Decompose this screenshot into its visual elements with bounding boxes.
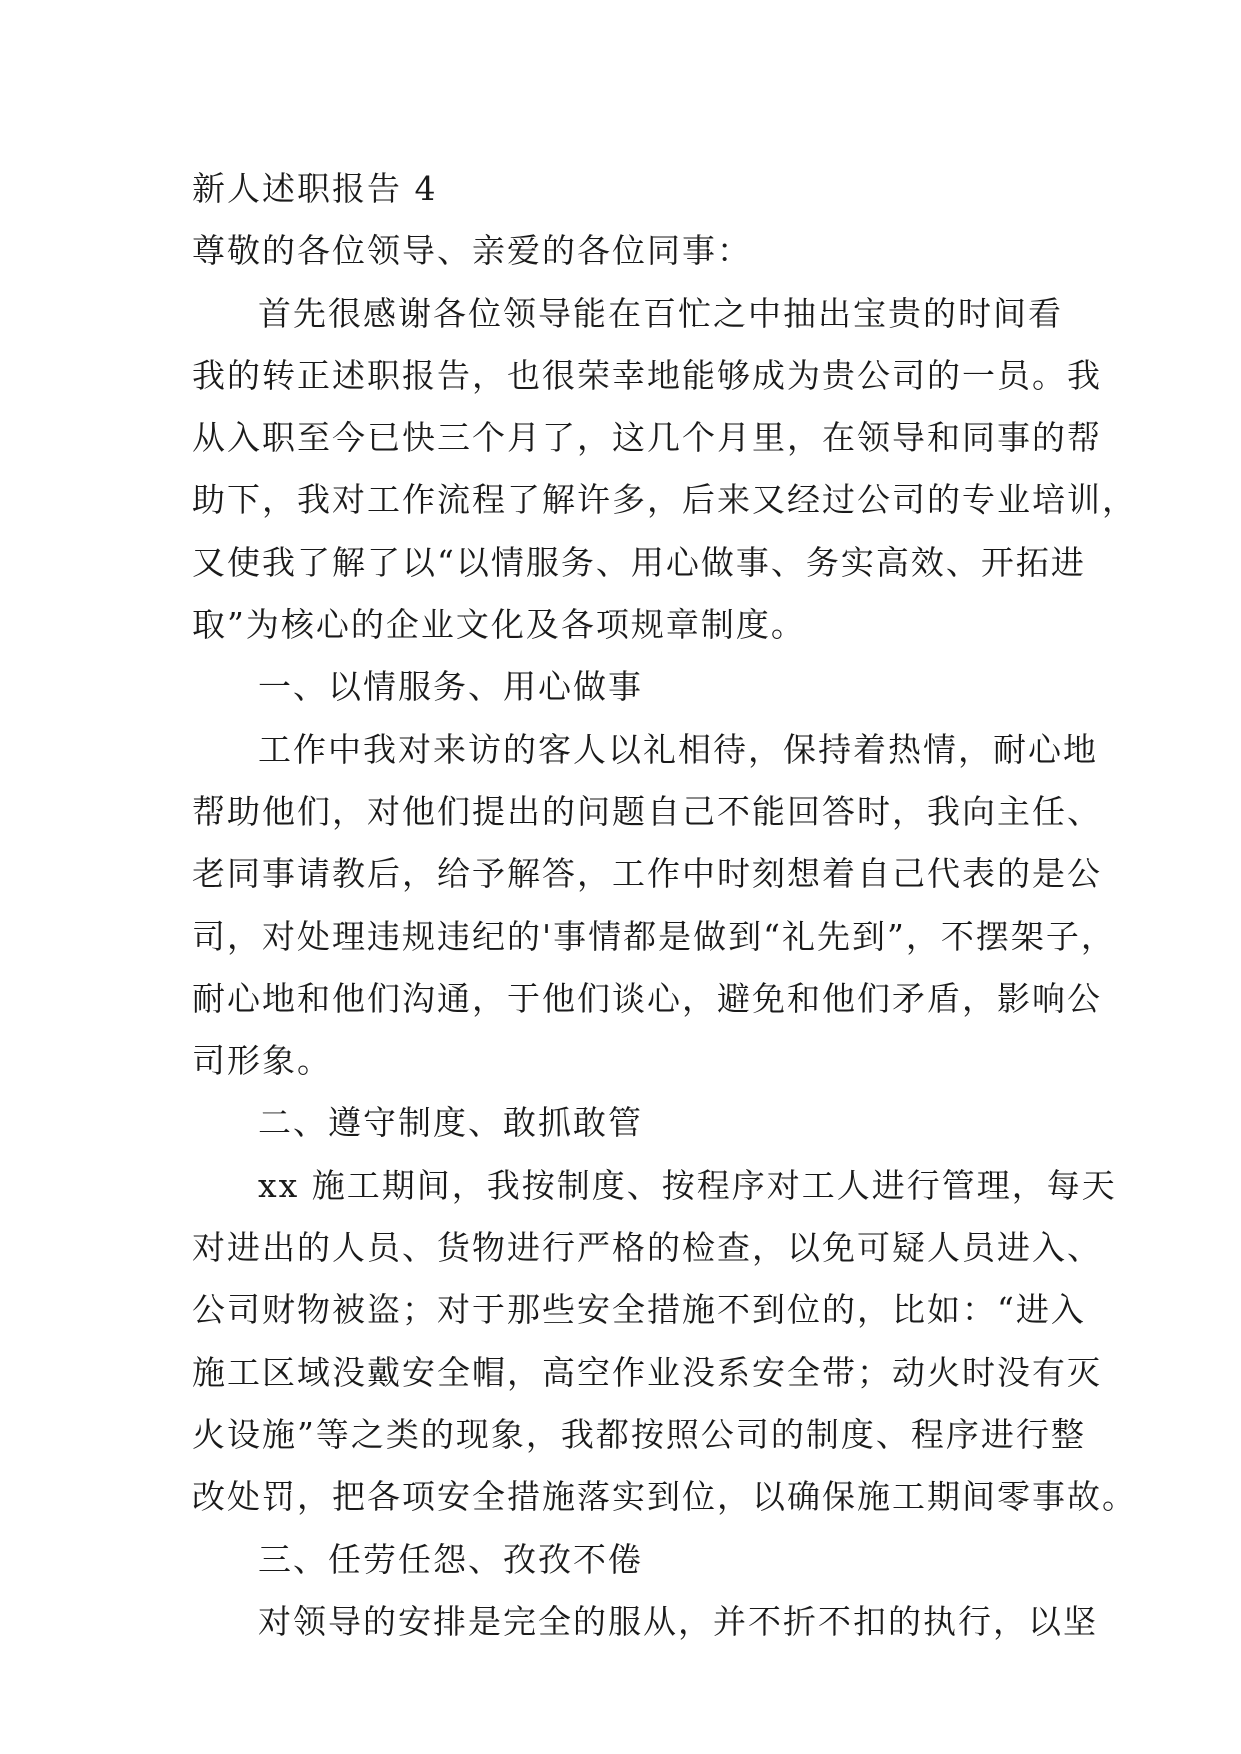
text-line: 助下，我对工作流程了解许多，后来又经过公司的专业培训， <box>192 480 1137 520</box>
text-line: 公司财物被盗；对于那些安全措施不到位的，比如：“进入 <box>192 1290 1086 1330</box>
text-line: 老同事请教后，给予解答，工作中时刻想着自己代表的是公 <box>192 854 1102 894</box>
salutation: 尊敬的各位领导、亲爱的各位同事： <box>192 231 752 271</box>
text-line: 三、任劳任怨、孜孜不倦 <box>258 1539 643 1579</box>
text-line: 取”为核心的企业文化及各项规章制度。 <box>192 605 806 645</box>
text-line: 耐心地和他们沟通，于他们谈心，避免和他们矛盾，影响公 <box>192 978 1102 1018</box>
text-line: 对领导的安排是完全的服从，并不折不扣的执行，以坚 <box>258 1601 1098 1641</box>
text-line: 司形象。 <box>192 1041 332 1081</box>
text-line: 首先很感谢各位领导能在百忙之中抽出宝贵的时间看 <box>258 293 1063 333</box>
text-line: 我的转正述职报告，也很荣幸地能够成为贵公司的一员。我 <box>192 355 1102 395</box>
text-line: 又使我了解了以“以情服务、用心做事、务实高效、开拓进 <box>192 542 1086 582</box>
text-line: 从入职至今已快三个月了，这几个月里，在领导和同事的帮 <box>192 418 1102 458</box>
body-text <box>192 283 1137 1654</box>
text-line: 二、遵守制度、敢抓敢管 <box>258 1103 643 1143</box>
document-title: 新人述职报告 4 <box>192 169 438 208</box>
text-line: 帮助他们，对他们提出的问题自己不能回答时，我向主任、 <box>192 791 1102 831</box>
text-line: 火设施”等之类的现象，我都按照公司的制度、程序进行整 <box>192 1414 1086 1454</box>
text-line: 施工区域没戴安全帽，高空作业没系安全带；动火时没有灭 <box>192 1352 1102 1392</box>
text-line: 司，对处理违规违纪的'事情都是做到“礼先到”，不摆架子， <box>192 916 1116 956</box>
text-line: 对进出的人员、货物进行严格的检查，以免可疑人员进入、 <box>192 1228 1102 1268</box>
text-line: 一、以情服务、用心做事 <box>258 667 643 707</box>
text-line: 改处罚，把各项安全措施落实到位，以确保施工期间零事故。 <box>192 1477 1137 1517</box>
text-line: 工作中我对来访的客人以礼相待，保持着热情，耐心地 <box>258 729 1098 769</box>
text-line: xx 施工期间，我按制度、按程序对工人进行管理，每天 <box>258 1165 1117 1205</box>
document-body <box>192 158 1137 1653</box>
